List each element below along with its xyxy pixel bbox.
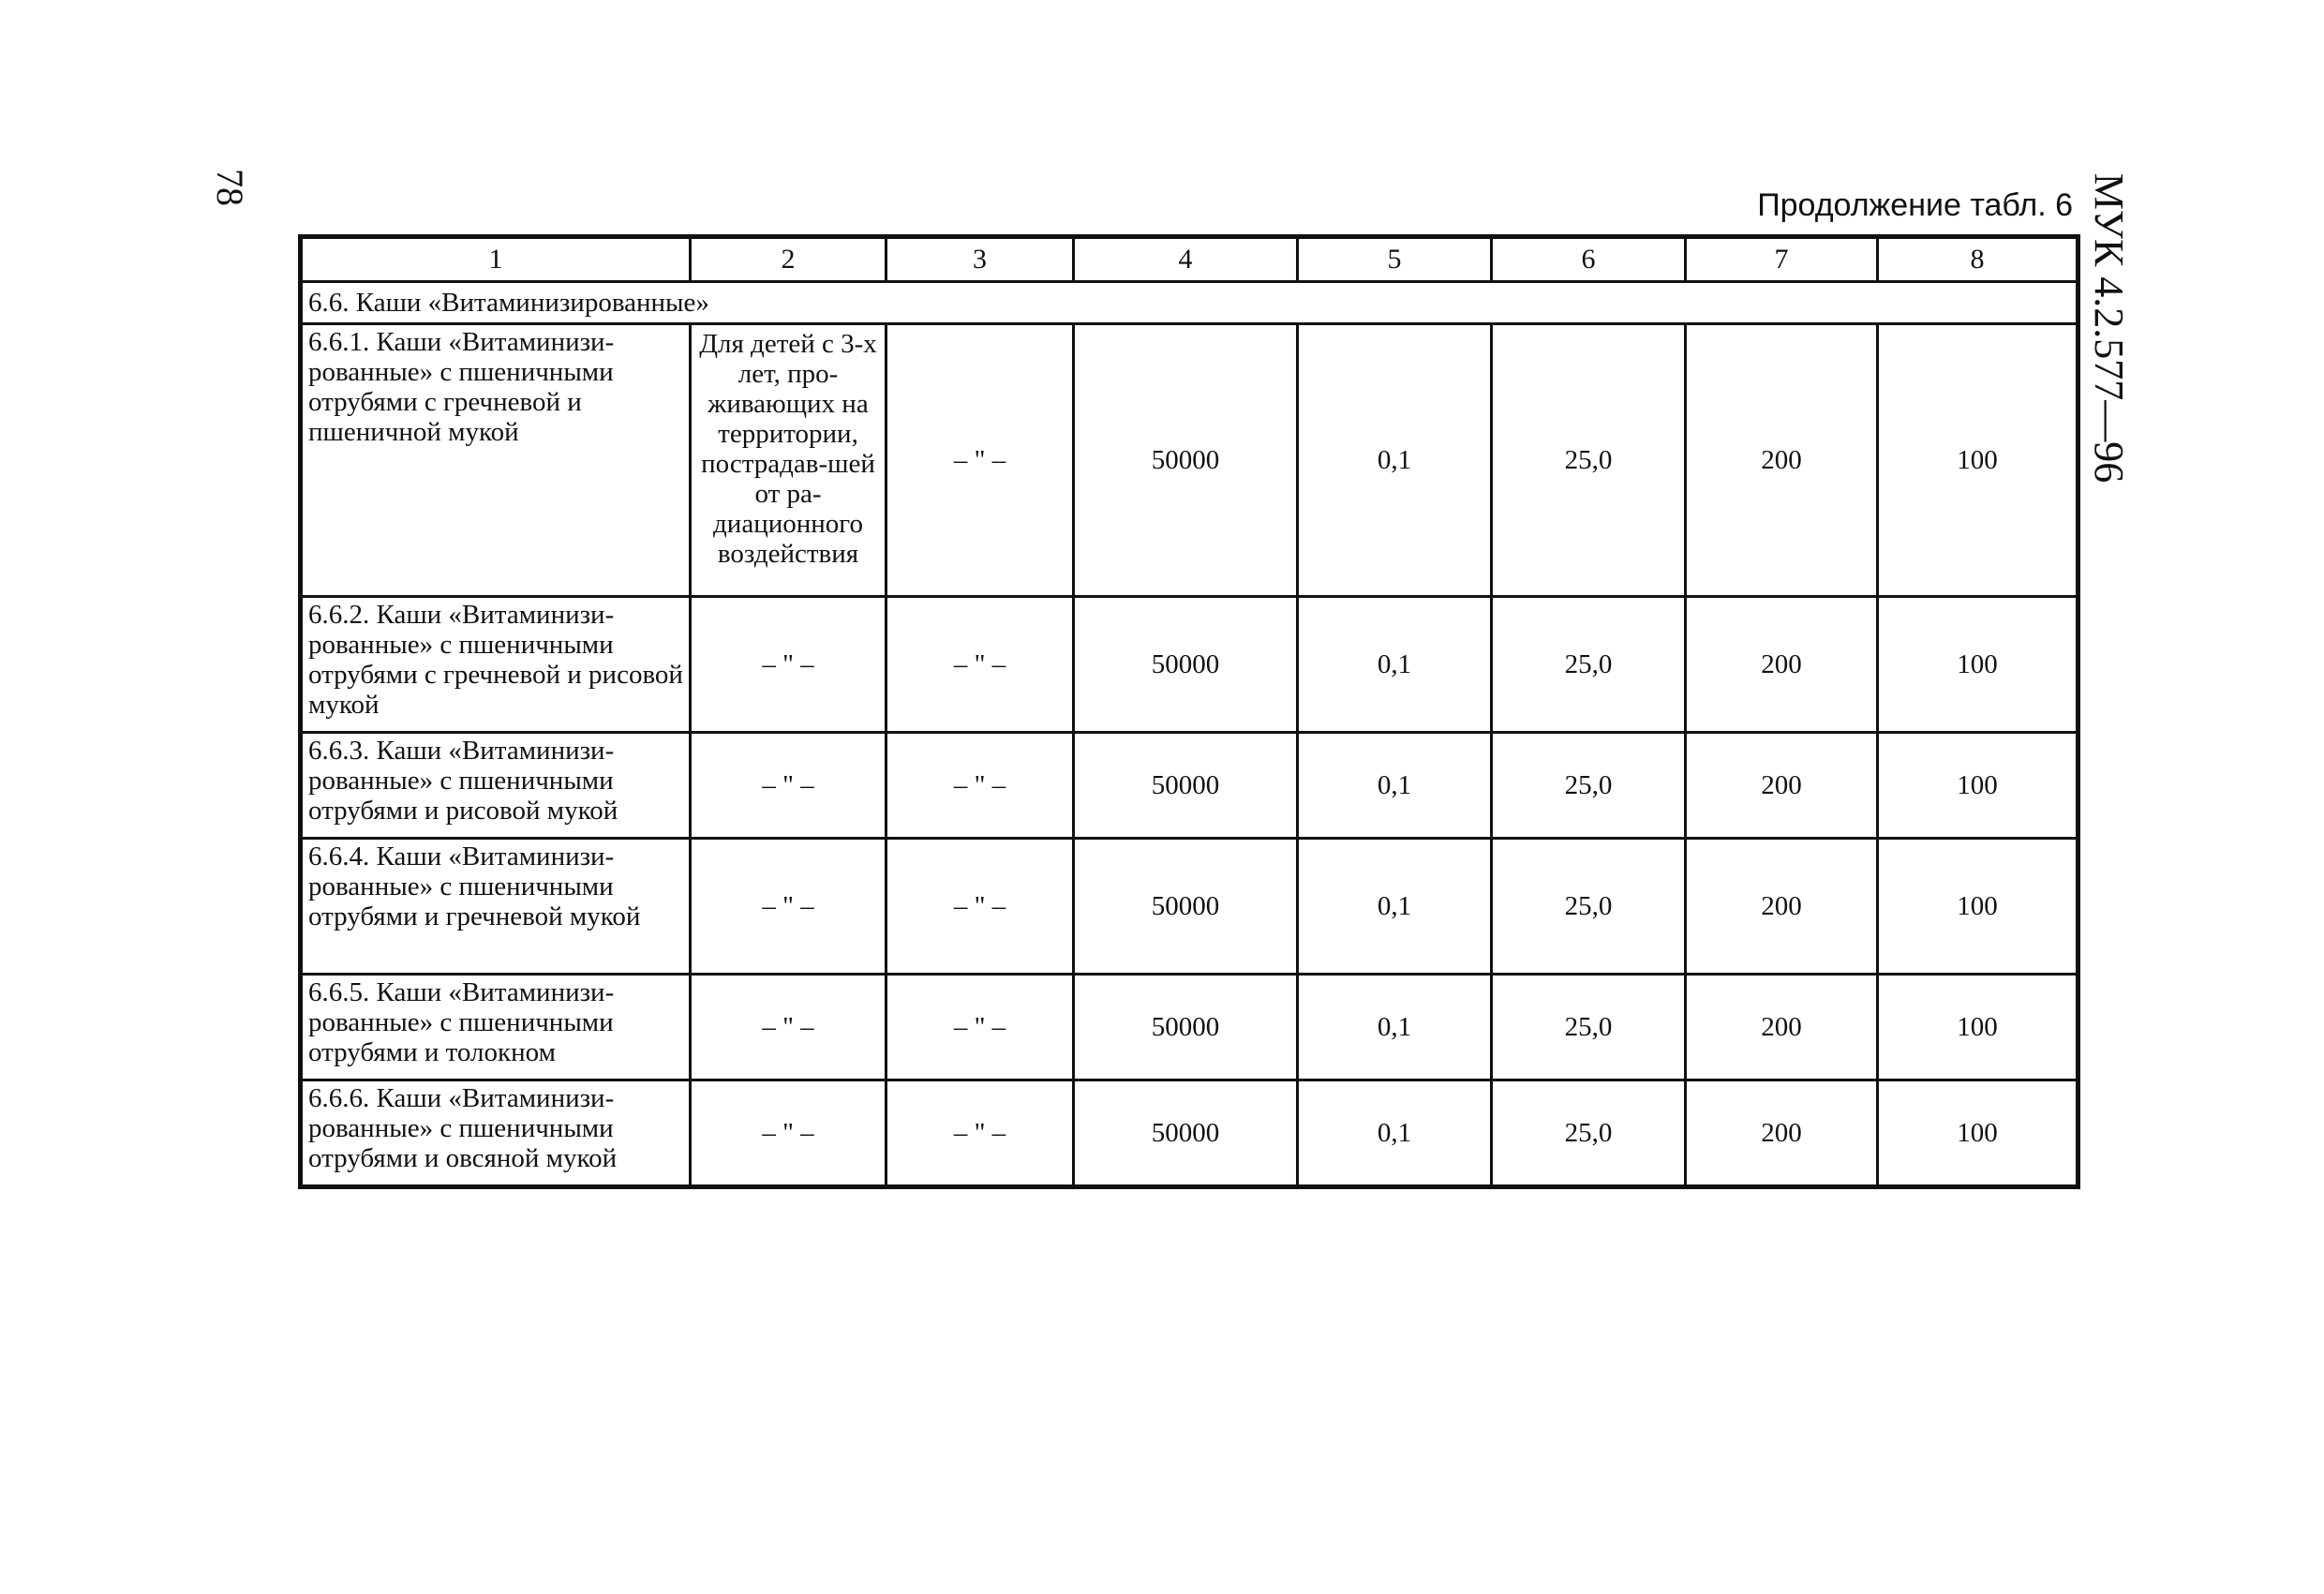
- cell-col-4: 50000: [1074, 1080, 1298, 1187]
- header-col-2: 2: [691, 237, 886, 282]
- cell-col-4: 50000: [1074, 597, 1298, 733]
- cell-col-3: – " –: [886, 975, 1074, 1080]
- consumer-group: – " –: [691, 1080, 886, 1187]
- cell-col-7: 200: [1686, 597, 1878, 733]
- header-col-3: 3: [886, 237, 1074, 282]
- cell-col-6: 25,0: [1492, 324, 1686, 597]
- cell-col-5: 0,1: [1298, 733, 1492, 839]
- cell-col-3: – " –: [886, 839, 1074, 975]
- cell-col-7: 200: [1686, 733, 1878, 839]
- cell-col-4: 50000: [1074, 733, 1298, 839]
- cell-col-6: 25,0: [1492, 733, 1686, 839]
- cell-col-5: 0,1: [1298, 324, 1492, 597]
- section-title: 6.6. Каши «Витаминизированные»: [301, 282, 2078, 324]
- product-name: 6.6.5. Каши «Витаминизи-рованные» с пшеничными отрубями и толокном: [301, 975, 691, 1080]
- table-row: [301, 975, 2078, 1080]
- header-col-4: 4: [1074, 237, 1298, 282]
- cell-col-8: 100: [1878, 733, 2078, 839]
- document-code: МУК 4.2.577—96: [2086, 172, 2132, 484]
- table-row: [301, 597, 2078, 733]
- cell-col-8: 100: [1878, 839, 2078, 975]
- page-number: 78: [209, 169, 251, 206]
- cell-col-3: – " –: [886, 324, 1074, 597]
- cell-col-7: 200: [1686, 975, 1878, 1080]
- cell-col-7: 200: [1686, 1080, 1878, 1187]
- cell-col-6: 25,0: [1492, 975, 1686, 1080]
- data-table: [298, 234, 2080, 1189]
- header-row: [301, 237, 2078, 282]
- consumer-group: – " –: [691, 975, 886, 1080]
- table-row: [301, 1080, 2078, 1187]
- cell-col-3: – " –: [886, 1080, 1074, 1187]
- consumer-group: – " –: [691, 839, 886, 975]
- cell-col-4: 50000: [1074, 975, 1298, 1080]
- section-row: [301, 282, 2078, 324]
- consumer-group: – " –: [691, 733, 886, 839]
- cell-col-8: 100: [1878, 975, 2078, 1080]
- cell-col-6: 25,0: [1492, 597, 1686, 733]
- cell-col-8: 100: [1878, 324, 2078, 597]
- cell-col-3: – " –: [886, 597, 1074, 733]
- header-col-1: 1: [301, 237, 691, 282]
- header-col-8: 8: [1878, 237, 2078, 282]
- header-col-6: 6: [1492, 237, 1686, 282]
- table-row: [301, 733, 2078, 839]
- consumer-group: – " –: [691, 597, 886, 733]
- cell-col-8: 100: [1878, 1080, 2078, 1187]
- product-name: 6.6.2. Каши «Витаминизи-рованные» с пшеничными отрубями с гречневой и рисовой мукой: [301, 597, 691, 733]
- cell-col-7: 200: [1686, 324, 1878, 597]
- cell-col-5: 0,1: [1298, 975, 1492, 1080]
- cell-col-3: – " –: [886, 733, 1074, 839]
- consumer-group: Для детей с 3-х лет, про-живающих на территории, пострадав-шей от ра-диационного воздействия: [691, 324, 886, 597]
- cell-col-4: 50000: [1074, 839, 1298, 975]
- header-col-7: 7: [1686, 237, 1878, 282]
- header-col-5: 5: [1298, 237, 1492, 282]
- cell-col-6: 25,0: [1492, 839, 1686, 975]
- cell-col-5: 0,1: [1298, 1080, 1492, 1187]
- product-name: 6.6.4. Каши «Витаминизи-рованные» с пшеничными отрубями и гречневой мукой: [301, 839, 691, 975]
- table-row: [301, 839, 2078, 975]
- cell-col-6: 25,0: [1492, 1080, 1686, 1187]
- cell-col-5: 0,1: [1298, 839, 1492, 975]
- product-name: 6.6.1. Каши «Витаминизи-рованные» с пшеничными отрубями с гречневой и пшеничной мукой: [301, 324, 691, 597]
- cell-col-8: 100: [1878, 597, 2078, 733]
- table-row: [301, 324, 2078, 597]
- cell-col-7: 200: [1686, 839, 1878, 975]
- cell-col-4: 50000: [1074, 324, 1298, 597]
- product-name: 6.6.6. Каши «Витаминизи-рованные» с пшеничными отрубями и овсяной мукой: [301, 1080, 691, 1187]
- cell-col-5: 0,1: [1298, 597, 1492, 733]
- product-name: 6.6.3. Каши «Витаминизи-рованные» с пшеничными отрубями и рисовой мукой: [301, 733, 691, 839]
- table-caption: Продолжение табл. 6: [1757, 187, 2073, 223]
